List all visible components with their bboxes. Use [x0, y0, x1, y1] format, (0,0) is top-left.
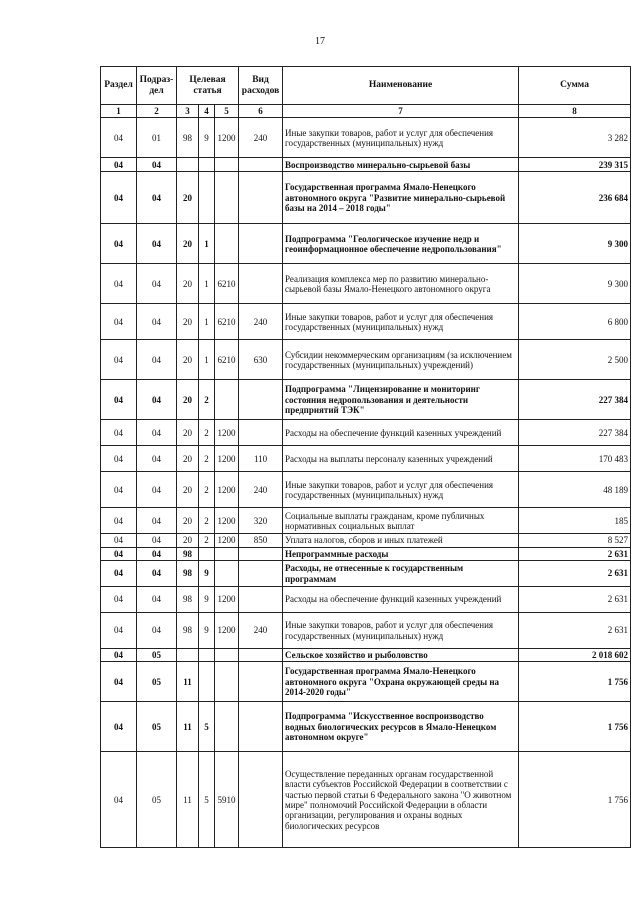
- cell-direction-code: [215, 662, 239, 702]
- cell-expense-type: [239, 264, 283, 304]
- cell-subprogram-code: 2: [199, 508, 215, 534]
- cell-razdel: 04: [101, 534, 137, 547]
- cell-sum: 1 756: [519, 662, 631, 702]
- cell-subprogram-code: 5: [199, 702, 215, 752]
- table-row: [101, 118, 631, 158]
- table-row: [101, 304, 631, 340]
- cell-expense-type: [239, 172, 283, 224]
- header-razdel: Раздел: [101, 67, 137, 105]
- cell-expense-type: 240: [239, 118, 283, 158]
- cell-razdel: 04: [101, 561, 137, 587]
- cell-podrazdel: 05: [137, 649, 177, 662]
- cell-sum: 9 300: [519, 264, 631, 304]
- cell-direction-code: 1200: [215, 508, 239, 534]
- cell-subprogram-code: 1: [199, 340, 215, 380]
- cell-razdel: 04: [101, 752, 137, 848]
- cell-podrazdel: 05: [137, 702, 177, 752]
- cell-subprogram-code: 9: [199, 118, 215, 158]
- cell-program-code: 20: [177, 380, 199, 420]
- cell-direction-code: [215, 224, 239, 264]
- cell-podrazdel: 04: [137, 587, 177, 613]
- table-row: [101, 264, 631, 304]
- cell-name: Подпрограмма "Искусственное воспроизводство водных биологических ресурсов в Ямало-Ненецком автономном округе": [283, 702, 519, 752]
- cell-razdel: 04: [101, 472, 137, 508]
- table-row: [101, 380, 631, 420]
- cell-name: Государственная программа Ямало-Ненецкого автономного округа "Охрана окружающей среды на 2014-2020 годы": [283, 662, 519, 702]
- cell-sum: 48 189: [519, 472, 631, 508]
- cell-sum: 170 483: [519, 446, 631, 472]
- cell-subprogram-code: 9: [199, 587, 215, 613]
- cell-direction-code: [215, 702, 239, 752]
- cell-direction-code: [215, 380, 239, 420]
- cell-razdel: 04: [101, 702, 137, 752]
- cell-razdel: 04: [101, 224, 137, 264]
- cell-program-code: 20: [177, 420, 199, 446]
- cell-razdel: 04: [101, 264, 137, 304]
- cell-subprogram-code: 5: [199, 752, 215, 848]
- cell-expense-type: [239, 587, 283, 613]
- cell-sum: 6 800: [519, 304, 631, 340]
- cell-direction-code: [215, 172, 239, 224]
- cell-sum: 2 631: [519, 561, 631, 587]
- table-row: [101, 446, 631, 472]
- cell-subprogram-code: 2: [199, 380, 215, 420]
- header-podrazdel: Подраз-дел: [137, 67, 177, 105]
- cell-subprogram-code: 2: [199, 534, 215, 547]
- table-row: [101, 752, 631, 848]
- cell-sum: 2 631: [519, 587, 631, 613]
- cell-name: Осуществление переданных органам государственной власти субъектов Российской Федерации в соответствии с частью первой статьи 6 Федерального закона "О животном мире" полномочий Российской Федерации в области организации, регулирования и охраны водных биологических ресурсов: [283, 752, 519, 848]
- cell-subprogram-code: 2: [199, 472, 215, 508]
- cell-direction-code: [215, 649, 239, 662]
- cell-direction-code: [215, 547, 239, 560]
- cell-subprogram-code: [199, 649, 215, 662]
- cell-subprogram-code: [199, 662, 215, 702]
- table-row: [101, 702, 631, 752]
- cell-podrazdel: 04: [137, 547, 177, 560]
- cell-podrazdel: 04: [137, 172, 177, 224]
- cell-name: Уплата налогов, сборов и иных платежей: [283, 534, 519, 547]
- cell-expense-type: [239, 380, 283, 420]
- table-row: [101, 472, 631, 508]
- cell-podrazdel: 04: [137, 508, 177, 534]
- cell-razdel: 04: [101, 420, 137, 446]
- cell-sum: 3 282: [519, 118, 631, 158]
- cell-razdel: 04: [101, 304, 137, 340]
- table-body: [101, 118, 631, 848]
- cell-program-code: 20: [177, 508, 199, 534]
- cell-program-code: 20: [177, 264, 199, 304]
- cell-razdel: 04: [101, 118, 137, 158]
- cell-expense-type: [239, 224, 283, 264]
- cell-name: Социальные выплаты гражданам, кроме публичных нормативных социальных выплат: [283, 508, 519, 534]
- cell-program-code: 11: [177, 752, 199, 848]
- cell-program-code: 20: [177, 304, 199, 340]
- cell-sum: 1 756: [519, 702, 631, 752]
- cell-subprogram-code: [199, 158, 215, 172]
- cell-name: Иные закупки товаров, работ и услуг для обеспечения государственных (муниципальных) нужд: [283, 304, 519, 340]
- cell-podrazdel: 04: [137, 534, 177, 547]
- cell-expense-type: 240: [239, 613, 283, 649]
- cell-name: Расходы на выплаты персоналу казенных учреждений: [283, 446, 519, 472]
- cell-program-code: 20: [177, 172, 199, 224]
- cell-direction-code: [215, 158, 239, 172]
- cell-sum: 239 315: [519, 158, 631, 172]
- cell-razdel: 04: [101, 649, 137, 662]
- cell-name: Воспроизводство минерально-сырьевой базы: [283, 158, 519, 172]
- table-row: [101, 340, 631, 380]
- cell-direction-code: 1200: [215, 472, 239, 508]
- cell-razdel: 04: [101, 380, 137, 420]
- cell-name: Расходы на обеспечение функций казенных учреждений: [283, 587, 519, 613]
- cell-podrazdel: 04: [137, 264, 177, 304]
- cell-direction-code: 1200: [215, 587, 239, 613]
- cell-name: Сельское хозяйство и рыболовство: [283, 649, 519, 662]
- cell-name: Подпрограмма "Геологическое изучение недр и геоинформационное обеспечение недропользования": [283, 224, 519, 264]
- cell-razdel: 04: [101, 158, 137, 172]
- cell-subprogram-code: 2: [199, 420, 215, 446]
- cell-name: Расходы, не отнесенные к государственным программам: [283, 561, 519, 587]
- cell-name: Государственная программа Ямало-Ненецкого автономного округа "Развитие минерально-сырьевой базы на 2014 – 2018 годы": [283, 172, 519, 224]
- cell-program-code: 11: [177, 702, 199, 752]
- cell-program-code: [177, 649, 199, 662]
- table-row: [101, 534, 631, 547]
- cell-podrazdel: 04: [137, 304, 177, 340]
- cell-name: Подпрограмма "Лицензирование и мониторинг состояния недропользования и деятельности предприятий ТЭК": [283, 380, 519, 420]
- cell-razdel: 04: [101, 446, 137, 472]
- column-number: 7: [283, 105, 519, 118]
- cell-subprogram-code: 9: [199, 613, 215, 649]
- cell-expense-type: [239, 662, 283, 702]
- cell-sum: 185: [519, 508, 631, 534]
- cell-subprogram-code: 1: [199, 304, 215, 340]
- cell-name: Непрограммные расходы: [283, 547, 519, 560]
- cell-expense-type: [239, 420, 283, 446]
- table-row: [101, 508, 631, 534]
- cell-razdel: 04: [101, 613, 137, 649]
- cell-subprogram-code: 2: [199, 446, 215, 472]
- cell-name: Субсидии некоммерческим организациям (за исключением государственных (муниципальных) учреждений): [283, 340, 519, 380]
- cell-razdel: 04: [101, 508, 137, 534]
- column-number-row: [101, 105, 631, 118]
- cell-expense-type: 630: [239, 340, 283, 380]
- table-row: [101, 172, 631, 224]
- cell-direction-code: 1200: [215, 446, 239, 472]
- cell-subprogram-code: [199, 172, 215, 224]
- budget-table: [100, 66, 631, 848]
- cell-direction-code: 6210: [215, 264, 239, 304]
- cell-podrazdel: 04: [137, 340, 177, 380]
- cell-program-code: 11: [177, 662, 199, 702]
- table-row: [101, 547, 631, 560]
- cell-program-code: 20: [177, 340, 199, 380]
- table-row: [101, 158, 631, 172]
- cell-expense-type: [239, 702, 283, 752]
- cell-podrazdel: 04: [137, 420, 177, 446]
- cell-sum: 2 631: [519, 547, 631, 560]
- cell-expense-type: [239, 561, 283, 587]
- cell-expense-type: [239, 649, 283, 662]
- column-number: 3: [177, 105, 199, 118]
- cell-sum: 236 684: [519, 172, 631, 224]
- cell-direction-code: 6210: [215, 304, 239, 340]
- cell-direction-code: 1200: [215, 420, 239, 446]
- cell-expense-type: 850: [239, 534, 283, 547]
- cell-sum: 227 384: [519, 380, 631, 420]
- cell-sum: 9 300: [519, 224, 631, 264]
- cell-podrazdel: 01: [137, 118, 177, 158]
- column-number: 4: [199, 105, 215, 118]
- cell-sum: 2 018 602: [519, 649, 631, 662]
- column-number: 8: [519, 105, 631, 118]
- column-number: 5: [215, 105, 239, 118]
- cell-podrazdel: 05: [137, 752, 177, 848]
- header-sum: Сумма: [519, 67, 631, 105]
- cell-podrazdel: 04: [137, 613, 177, 649]
- cell-program-code: 98: [177, 613, 199, 649]
- cell-name: Реализация комплекса мер по развитию минерально-сырьевой базы Ямало-Ненецкого автономного округа: [283, 264, 519, 304]
- page-number: 17: [315, 36, 325, 47]
- cell-podrazdel: 04: [137, 472, 177, 508]
- header-name: Наименование: [283, 67, 519, 105]
- cell-program-code: 98: [177, 547, 199, 560]
- cell-razdel: 04: [101, 340, 137, 380]
- cell-razdel: 04: [101, 662, 137, 702]
- cell-name: Иные закупки товаров, работ и услуг для обеспечения государственных (муниципальных) нужд: [283, 613, 519, 649]
- cell-podrazdel: 05: [137, 662, 177, 702]
- column-number: 2: [137, 105, 177, 118]
- cell-razdel: 04: [101, 587, 137, 613]
- cell-subprogram-code: 1: [199, 224, 215, 264]
- table-row: [101, 587, 631, 613]
- cell-expense-type: 320: [239, 508, 283, 534]
- cell-program-code: 20: [177, 446, 199, 472]
- cell-program-code: [177, 158, 199, 172]
- cell-podrazdel: 04: [137, 380, 177, 420]
- cell-sum: 2 631: [519, 613, 631, 649]
- cell-expense-type: 240: [239, 304, 283, 340]
- cell-name: Расходы на обеспечение функций казенных учреждений: [283, 420, 519, 446]
- cell-podrazdel: 04: [137, 224, 177, 264]
- cell-program-code: 20: [177, 472, 199, 508]
- cell-program-code: 98: [177, 118, 199, 158]
- cell-program-code: 20: [177, 224, 199, 264]
- column-number: 6: [239, 105, 283, 118]
- table-row: [101, 561, 631, 587]
- cell-expense-type: [239, 158, 283, 172]
- cell-podrazdel: 04: [137, 158, 177, 172]
- cell-sum: 227 384: [519, 420, 631, 446]
- cell-expense-type: [239, 547, 283, 560]
- cell-podrazdel: 04: [137, 561, 177, 587]
- cell-program-code: 20: [177, 534, 199, 547]
- cell-direction-code: 6210: [215, 340, 239, 380]
- table-row: [101, 224, 631, 264]
- cell-sum: 8 527: [519, 534, 631, 547]
- cell-program-code: 98: [177, 587, 199, 613]
- table-row: [101, 649, 631, 662]
- cell-direction-code: 1200: [215, 534, 239, 547]
- cell-direction-code: [215, 561, 239, 587]
- cell-direction-code: 5910: [215, 752, 239, 848]
- cell-podrazdel: 04: [137, 446, 177, 472]
- table-row: [101, 662, 631, 702]
- cell-subprogram-code: 9: [199, 561, 215, 587]
- cell-name: Иные закупки товаров, работ и услуг для обеспечения государственных (муниципальных) нужд: [283, 472, 519, 508]
- cell-expense-type: 110: [239, 446, 283, 472]
- table-row: [101, 420, 631, 446]
- cell-direction-code: 1200: [215, 118, 239, 158]
- header-row: [101, 67, 631, 105]
- cell-expense-type: 240: [239, 472, 283, 508]
- cell-subprogram-code: [199, 547, 215, 560]
- cell-direction-code: 1200: [215, 613, 239, 649]
- cell-sum: 1 756: [519, 752, 631, 848]
- cell-subprogram-code: 1: [199, 264, 215, 304]
- column-number: 1: [101, 105, 137, 118]
- cell-program-code: 98: [177, 561, 199, 587]
- cell-sum: 2 500: [519, 340, 631, 380]
- header-vid: Вид расходов: [239, 67, 283, 105]
- cell-expense-type: [239, 752, 283, 848]
- table-row: [101, 613, 631, 649]
- cell-razdel: 04: [101, 547, 137, 560]
- cell-name: Иные закупки товаров, работ и услуг для обеспечения государственных (муниципальных) нужд: [283, 118, 519, 158]
- header-celevaya: Целевая статья: [177, 67, 239, 105]
- cell-razdel: 04: [101, 172, 137, 224]
